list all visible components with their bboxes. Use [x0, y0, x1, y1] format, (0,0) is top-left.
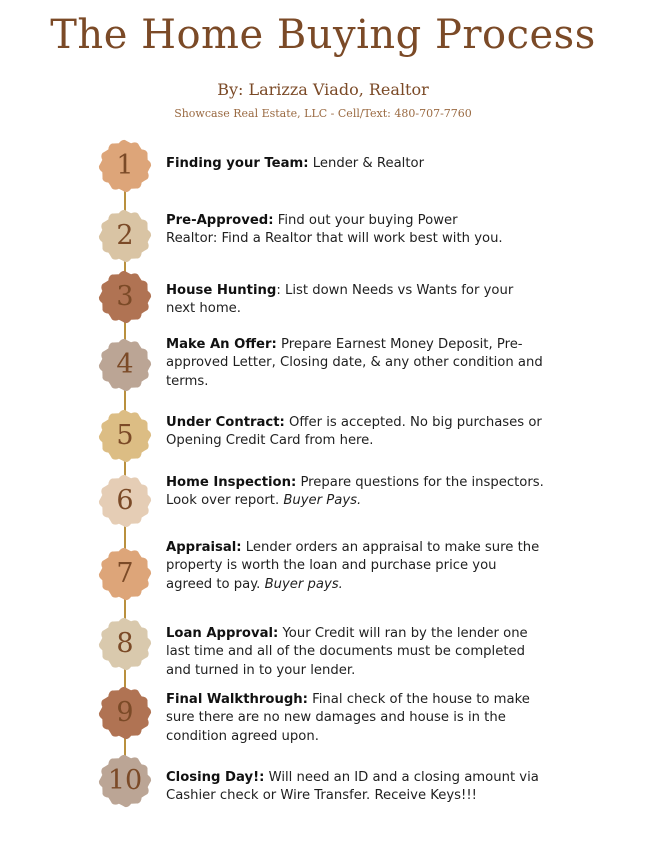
step-heading: House Hunting [166, 283, 277, 298]
step-body: Final check of the house to make sure there are no new damages and house is in the condition agreed upon. [166, 692, 530, 744]
step-number: 9 [116, 697, 134, 728]
author-byline: By: Larizza Viado, Realtor [217, 80, 429, 99]
step-badge-7 [98, 547, 152, 601]
step-body-line2: Realtor: Find a Realtor that will work best with you. [166, 231, 503, 247]
step-body: Offer is accepted. No big purchases or Opening Credit Card from here. [166, 415, 542, 449]
step-heading: Make An Offer: [166, 337, 277, 352]
step-heading: Pre-Approved: [166, 213, 274, 228]
step-number: 6 [116, 485, 134, 516]
contact-info: Showcase Real Estate, LLC - Cell/Text: 480-707-7760 [174, 107, 472, 120]
step-heading: Under Contract: [166, 415, 285, 430]
step-number: 3 [116, 281, 134, 312]
step-description-10 [166, 769, 544, 806]
step-description-2 [166, 212, 544, 249]
step-body: Lender & Realtor [308, 156, 424, 171]
step-description-4 [166, 336, 544, 391]
step-body: Lender orders an appraisal to make sure the property is worth the loan and purchase price you agreed to pay. [166, 540, 540, 592]
step-badge-1 [98, 139, 152, 193]
step-body: Will need an ID and a closing amount via Cashier check or Wire Transfer. Receive Keys!!! [166, 770, 539, 804]
step-description-1 [166, 155, 544, 173]
step-number: 8 [116, 628, 134, 659]
step-number: 1 [116, 150, 134, 181]
step-body: Prepare Earnest Money Deposit, Pre-approved Letter, Closing date, & any other condition and terms. [166, 337, 543, 389]
step-note: Buyer pays. [264, 576, 343, 592]
page-title: The Home Buying Process [50, 12, 596, 58]
step-heading: Finding your Team: [166, 156, 309, 171]
step-badge-4 [98, 338, 152, 392]
step-description-5 [166, 414, 544, 451]
step-heading: Loan Approval: [166, 626, 279, 641]
step-number: 5 [116, 420, 134, 451]
step-number: 4 [116, 349, 134, 380]
step-heading: Final Walkthrough: [166, 692, 308, 707]
step-heading: Home Inspection: [166, 475, 297, 490]
step-number: 2 [116, 220, 134, 251]
step-number: 7 [116, 558, 134, 589]
step-badge-2 [98, 209, 152, 263]
step-note: Buyer Pays. [283, 493, 362, 509]
step-badge-6 [98, 474, 152, 528]
step-body: Prepare questions for the inspectors. Look over report. [166, 475, 544, 509]
step-badge-3 [98, 270, 152, 324]
step-heading: Appraisal: [166, 540, 242, 555]
step-badge-5 [98, 409, 152, 463]
step-heading: Closing Day!: [166, 770, 265, 785]
step-body: : List down Needs vs Wants for your next home. [166, 283, 514, 317]
step-badge-10 [98, 754, 152, 808]
step-description-9 [166, 691, 544, 746]
step-body: Find out your buying Power [273, 213, 458, 228]
step-number: 10 [107, 765, 143, 796]
step-description-3 [166, 282, 544, 319]
step-description-6 [166, 474, 544, 511]
step-badge-8 [98, 617, 152, 671]
step-description-8 [166, 625, 544, 680]
step-body: Your Credit will ran by the lender one last time and all of the documents must be completed and turned in to your lender. [166, 626, 528, 678]
step-badge-9 [98, 686, 152, 740]
step-description-7 [166, 539, 544, 594]
